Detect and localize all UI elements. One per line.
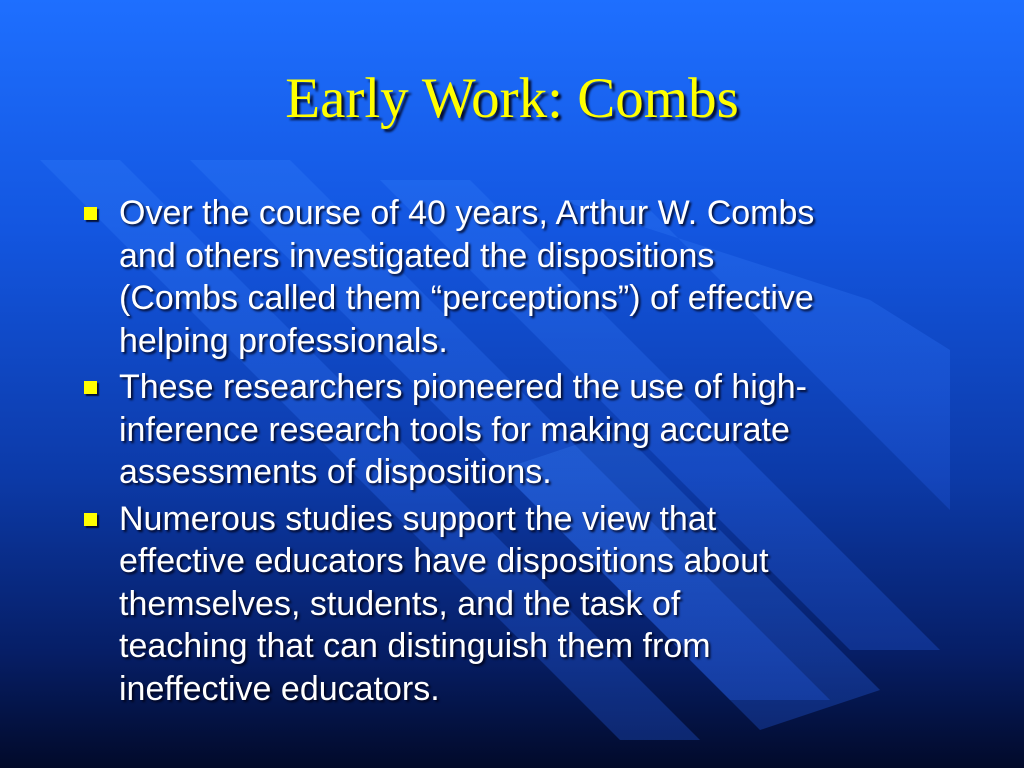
bullet-line: Over the course of 40 years, Arthur W. Combs (119, 194, 815, 232)
bullet-item (82, 192, 952, 362)
square-bullet-icon (84, 207, 97, 220)
bullet-line: ineffective educators. (119, 669, 440, 708)
bullet-line: Numerous studies support the view that (119, 499, 717, 538)
slide-title: Early Work: Combs (285, 67, 739, 130)
bullet-item (82, 498, 952, 711)
bullet-line: inference research tools for making accurate (119, 410, 790, 449)
bullet-list (82, 192, 952, 714)
bullet-line: and others investigated the dispositions (119, 236, 715, 275)
bullet-item (82, 366, 952, 494)
bullet-line: assessments of dispositions. (119, 453, 552, 491)
square-bullet-icon (84, 381, 97, 394)
bullet-line: effective educators have dispositions about (119, 542, 769, 580)
bullet-line: teaching that can distinguish them from (119, 627, 711, 665)
bullet-line: themselves, students, and the task of (119, 584, 681, 623)
square-bullet-icon (84, 513, 97, 526)
bullet-line: helping professionals. (119, 321, 448, 360)
bullet-line: (Combs called them “perceptions”) of effective (119, 279, 814, 317)
bullet-line: These researchers pioneered the use of high- (119, 368, 807, 406)
